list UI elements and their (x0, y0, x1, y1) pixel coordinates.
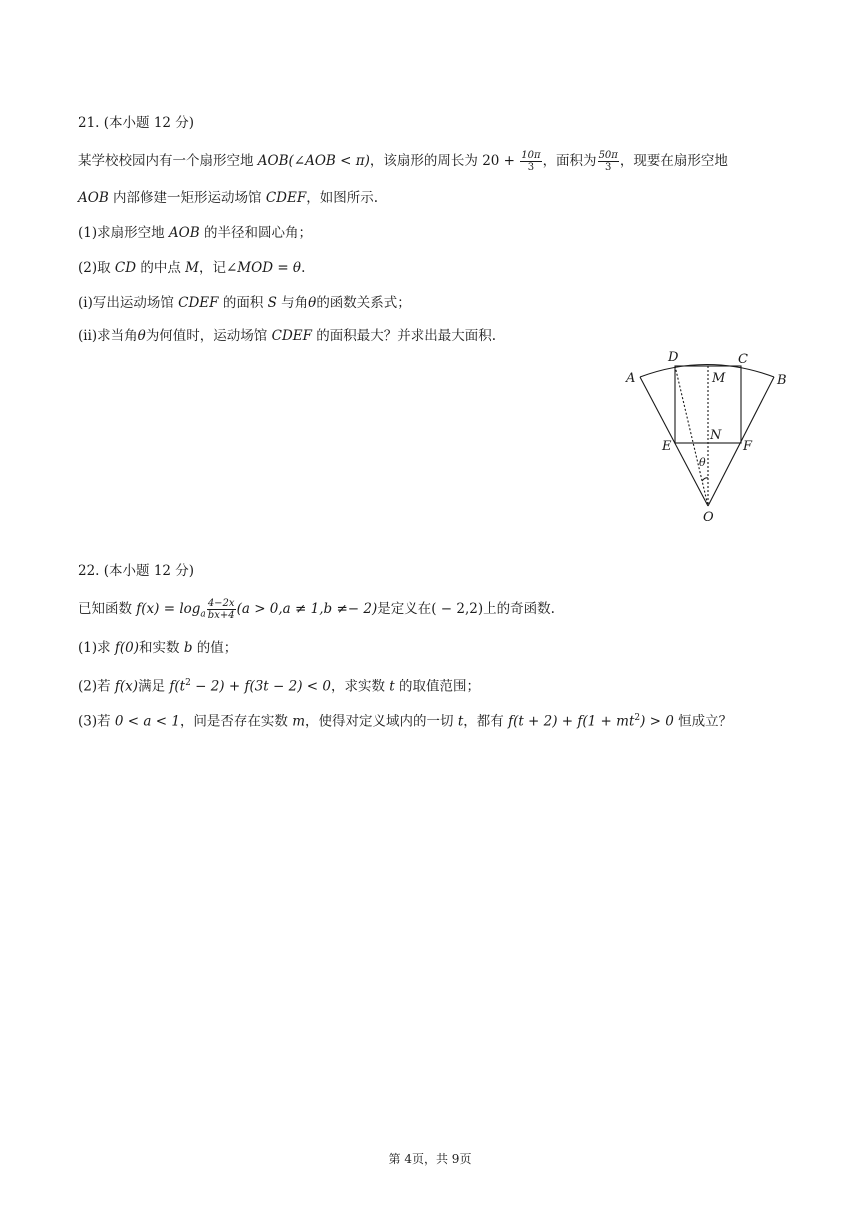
fraction-50pi-3: $\frac{50\pi}{3}$ (598, 150, 618, 173)
label-D: D (668, 350, 679, 365)
q21-subquestion-2: (2)取 CD 的中点 M，记∠MOD = θ. (78, 260, 306, 276)
q22-subquestion-2: (2)若 f(x)满足 $f(t^2 - 2) + f(3t - 2) < 0$，求实数 t 的取值范围； (78, 678, 480, 695)
q22-header: 22. (本小题 12 分) (78, 563, 195, 579)
q22-subquestion-3: (3)若 0 < a < 1，问是否存在实数 m，使得对定义域内的一切 t，都有 $f(t + 2) + f(1 + mt^2) > 0$ 恒成立？ (78, 713, 733, 730)
q21-subquestion-2-i: (ⅰ)写出运动场馆 CDEF 的面积 S 与角θ的函数关系式； (78, 295, 411, 311)
label-O: O (703, 510, 714, 525)
q21-header: 21. (本小题 12 分) (78, 115, 195, 131)
sector-diagram (612, 346, 802, 528)
label-F: F (743, 439, 753, 454)
q21-paragraph-line1: 某学校校园内有一个扇形空地 AOB(∠AOB < π)，该扇形的周长为 20 + $\frac{10\pi}{3}$ ，面积为 $\frac{50\pi}{3}$ ，现要在扇形空地 (78, 150, 728, 173)
label-N: N (710, 428, 722, 443)
q22-paragraph-line1: 已知函数 $f(x) = \log_a$ $\frac{4-2x}{bx+4}$ (a > 0,a ≠ 1,b ≠− 2)是定义在( − 2,2)上的奇函数. (78, 598, 555, 621)
page-footer: 第 4页，共 9页 (388, 1152, 472, 1166)
label-theta: θ (699, 456, 706, 469)
label-A: A (626, 371, 636, 386)
q21-paragraph-line2: AOB 内部修建一矩形运动场馆 CDEF，如图所示. (78, 190, 379, 206)
label-B: B (777, 373, 787, 388)
theta-arc (702, 478, 708, 481)
q22-subquestion-1: (1)求 f(0)和实数 b 的值； (78, 640, 238, 656)
q21-subquestion-2-ii: (ⅱ)求当角θ为何值时，运动场馆 CDEF 的面积最大？并求出最大面积. (78, 328, 497, 344)
fraction-10pi-3: $\frac{10\pi}{3}$ (521, 150, 541, 173)
fraction-log-argument: $\frac{4-2x}{bx+4}$ (207, 598, 235, 621)
radius-OA (640, 377, 708, 506)
label-C: C (738, 352, 748, 367)
label-M: M (712, 371, 726, 386)
line-OD (675, 366, 708, 506)
label-E: E (662, 439, 672, 454)
q21-subquestion-1: (1)求扇形空地 AOB 的半径和圆心角； (78, 225, 312, 241)
